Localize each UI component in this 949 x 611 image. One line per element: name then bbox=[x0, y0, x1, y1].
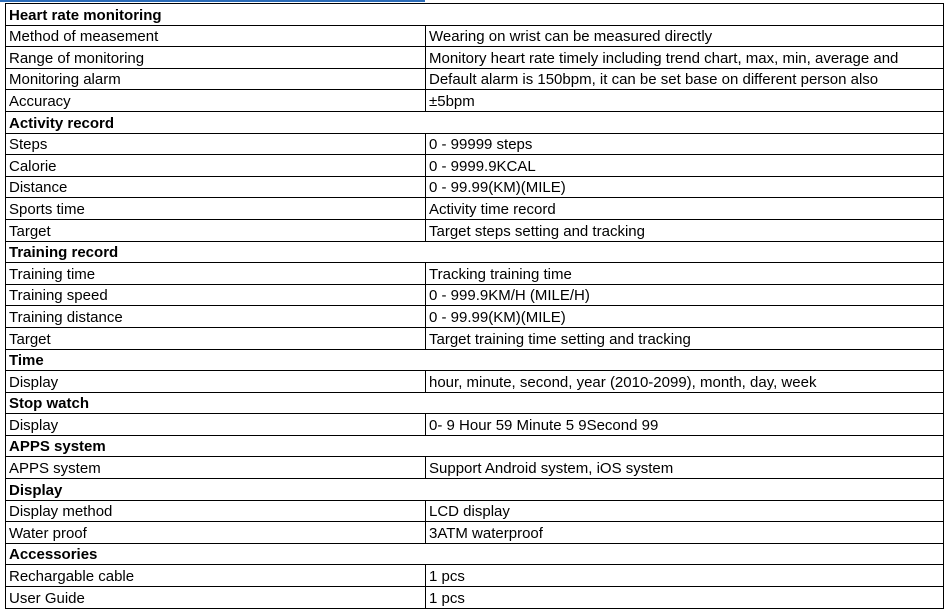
spec-label: Training time bbox=[6, 263, 426, 285]
spec-label: Method of measement bbox=[6, 25, 426, 47]
section-title: Accessories bbox=[6, 543, 944, 565]
spec-label: Display bbox=[6, 414, 426, 436]
table-row bbox=[6, 47, 944, 69]
table-row bbox=[6, 155, 944, 177]
spec-value: ±5bpm bbox=[426, 90, 944, 112]
table-row bbox=[6, 500, 944, 522]
spec-label: Range of monitoring bbox=[6, 47, 426, 69]
selection-accent-line bbox=[0, 0, 425, 2]
spec-label: Water proof bbox=[6, 522, 426, 544]
spec-value: 3ATM waterproof bbox=[426, 522, 944, 544]
spec-table-body bbox=[6, 4, 944, 609]
spec-value: 0 - 99.99(KM)(MILE) bbox=[426, 176, 944, 198]
spec-value: Default alarm is 150bpm, it can be set base on different person also bbox=[426, 68, 944, 90]
spec-value: LCD display bbox=[426, 500, 944, 522]
spec-label: User Guide bbox=[6, 587, 426, 609]
spec-value: Activity time record bbox=[426, 198, 944, 220]
spec-label: Display method bbox=[6, 500, 426, 522]
section-title: Heart rate monitoring bbox=[6, 4, 944, 26]
spec-label: Calorie bbox=[6, 155, 426, 177]
table-row bbox=[6, 371, 944, 393]
spec-value: 0 - 99.99(KM)(MILE) bbox=[426, 306, 944, 328]
section-title: Time bbox=[6, 349, 944, 371]
section-header-row bbox=[6, 4, 944, 26]
section-header-row bbox=[6, 111, 944, 133]
table-row bbox=[6, 284, 944, 306]
section-title: APPS system bbox=[6, 435, 944, 457]
table-row bbox=[6, 90, 944, 112]
table-row bbox=[6, 263, 944, 285]
section-header-row bbox=[6, 392, 944, 414]
spec-label: Steps bbox=[6, 133, 426, 155]
spec-value: Target training time setting and tracking bbox=[426, 327, 944, 349]
section-header-row bbox=[6, 543, 944, 565]
section-header-row bbox=[6, 349, 944, 371]
spec-label: APPS system bbox=[6, 457, 426, 479]
spec-label: Accuracy bbox=[6, 90, 426, 112]
section-header-row bbox=[6, 241, 944, 263]
table-row bbox=[6, 522, 944, 544]
section-title: Display bbox=[6, 479, 944, 501]
table-row bbox=[6, 327, 944, 349]
section-title: Stop watch bbox=[6, 392, 944, 414]
spec-value: Target steps setting and tracking bbox=[426, 219, 944, 241]
spec-value: Support Android system, iOS system bbox=[426, 457, 944, 479]
spec-label: Sports time bbox=[6, 198, 426, 220]
spec-label: Target bbox=[6, 219, 426, 241]
table-row bbox=[6, 198, 944, 220]
spec-value: 0 - 99999 steps bbox=[426, 133, 944, 155]
spec-value: Monitory heart rate timely including trend chart, max, min, average and bbox=[426, 47, 944, 69]
spec-value: 0 - 999.9KM/H (MILE/H) bbox=[426, 284, 944, 306]
section-header-row bbox=[6, 435, 944, 457]
spec-value: Wearing on wrist can be measured directly bbox=[426, 25, 944, 47]
table-row bbox=[6, 587, 944, 609]
section-title: Training record bbox=[6, 241, 944, 263]
section-title: Activity record bbox=[6, 111, 944, 133]
table-row bbox=[6, 133, 944, 155]
spec-label: Display bbox=[6, 371, 426, 393]
spec-label: Rechargable cable bbox=[6, 565, 426, 587]
table-row bbox=[6, 306, 944, 328]
spec-label: Training distance bbox=[6, 306, 426, 328]
spec-label: Distance bbox=[6, 176, 426, 198]
table-row bbox=[6, 25, 944, 47]
table-row bbox=[6, 565, 944, 587]
table-row bbox=[6, 457, 944, 479]
spec-value: 1 pcs bbox=[426, 565, 944, 587]
spec-value: Tracking training time bbox=[426, 263, 944, 285]
table-row bbox=[6, 219, 944, 241]
table-row bbox=[6, 414, 944, 436]
section-header-row bbox=[6, 479, 944, 501]
spec-label: Monitoring alarm bbox=[6, 68, 426, 90]
spec-value: hour, minute, second, year (2010-2099), month, day, week bbox=[426, 371, 944, 393]
spec-table bbox=[5, 3, 944, 609]
spec-value: 1 pcs bbox=[426, 587, 944, 609]
spec-label: Training speed bbox=[6, 284, 426, 306]
spec-label: Target bbox=[6, 327, 426, 349]
table-row bbox=[6, 68, 944, 90]
table-row bbox=[6, 176, 944, 198]
spec-value: 0 - 9999.9KCAL bbox=[426, 155, 944, 177]
spec-value: 0- 9 Hour 59 Minute 5 9Second 99 bbox=[426, 414, 944, 436]
